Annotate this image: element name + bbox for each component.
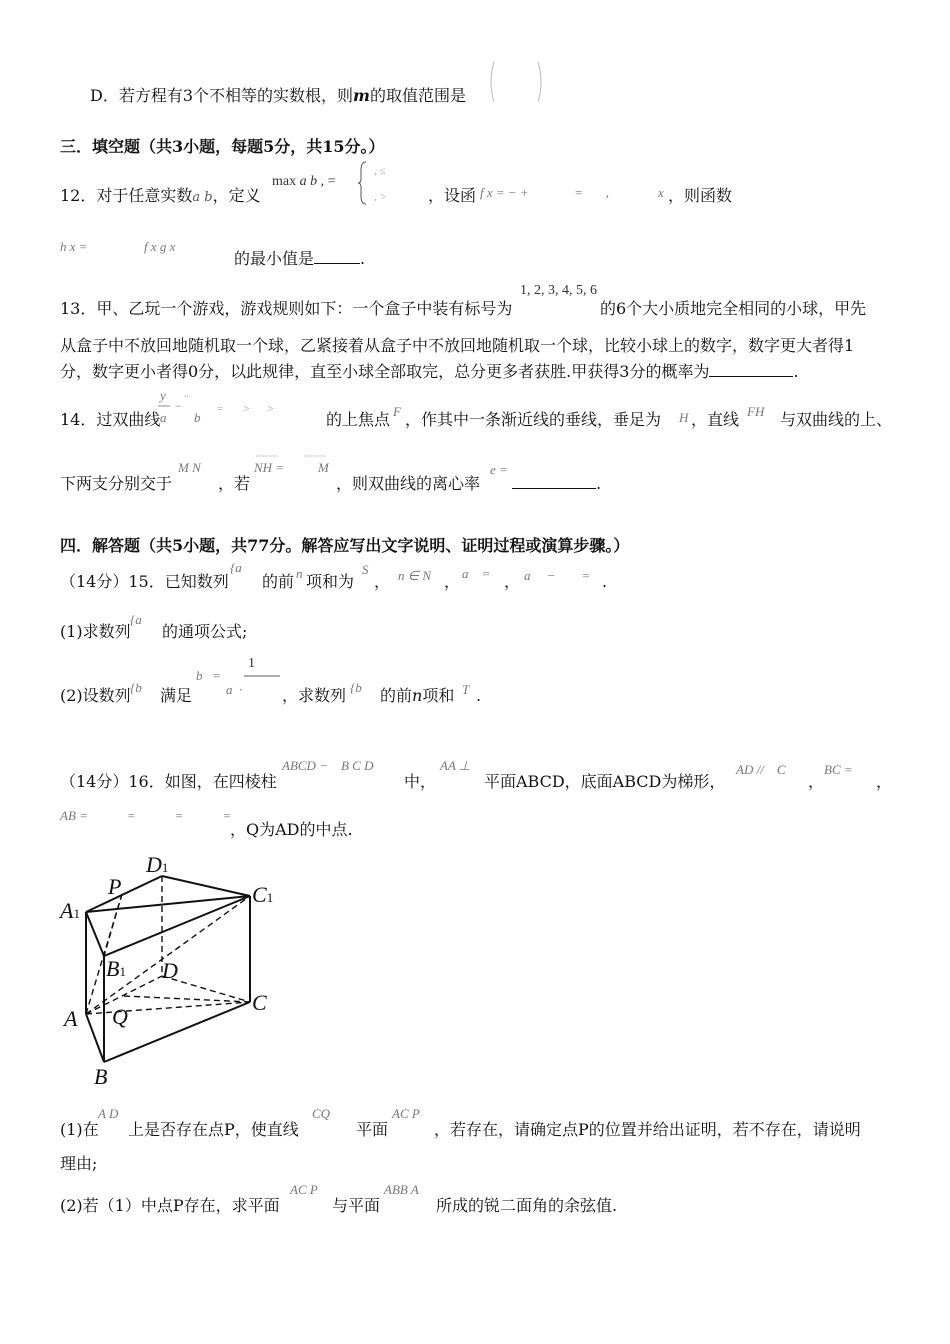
- q16-BC: BC =: [824, 762, 853, 777]
- svg-text:a ·: a ·: [226, 682, 243, 697]
- range-paren-icon: [486, 60, 546, 104]
- q15-comma2: ，: [444, 572, 461, 591]
- q12-fg: f x g x: [144, 239, 176, 254]
- q12-line1: 12．对于任意实数a b，定义: [60, 186, 261, 205]
- q15-a1: a =: [462, 566, 491, 581]
- q15-seq2: {a: [130, 612, 142, 627]
- edge-A-C1: [86, 896, 250, 1014]
- edge-D1-C1: [162, 876, 250, 896]
- q14-perp: ，作其中一条渐近线的垂线，垂足为: [405, 410, 662, 429]
- q12-max: max a b , =: [272, 174, 336, 189]
- option-d: D．若方程有3个不相等的实数根，则m的取值范围是: [90, 86, 466, 105]
- svg-text:y: y: [160, 388, 166, 403]
- svg-text:··: ··: [184, 392, 189, 403]
- label-B1: B1: [106, 956, 126, 981]
- q16-AC1P: AC P: [392, 1106, 420, 1121]
- q14-e: e =: [490, 462, 508, 477]
- q13-line3: 分，数字更小者得0分，以此规律，直至小球全部取完，总分更多者获胜.甲获得3分的概率为 .: [60, 362, 799, 381]
- label-C: C: [252, 990, 267, 1015]
- q14-F: F: [393, 404, 401, 419]
- q16-AC1P-2: AC P: [290, 1182, 318, 1197]
- q14-MN: M N: [178, 460, 201, 475]
- q16-A1D1: A D: [98, 1106, 119, 1121]
- q13-numbers: 1, 2, 3, 4, 5, 6: [520, 283, 597, 298]
- q16-AA: AA ⊥: [440, 758, 471, 773]
- q14-focus: 的上焦点: [326, 410, 391, 429]
- label-Q: Q: [112, 1004, 128, 1029]
- q14-vector-arrows: [254, 452, 334, 460]
- q15-bseq2: {b: [350, 680, 362, 695]
- q14-M: M: [318, 460, 329, 475]
- q12-brace-icon: [358, 160, 418, 206]
- svg-text:, ≤: , ≤: [374, 165, 386, 177]
- q16-CQ: CQ: [312, 1106, 331, 1121]
- q12-then: ，则函数: [668, 186, 733, 205]
- q16-line1a: （14分）16．如图，在四棱柱: [60, 772, 277, 791]
- q15-prefix2: 的前n项和: [380, 686, 455, 705]
- q14-line1a: 14．过双曲线: [60, 410, 161, 429]
- label-B: B: [94, 1064, 108, 1089]
- label-A1: A1: [60, 898, 80, 923]
- q15-n: n: [296, 566, 303, 581]
- label-D: D: [162, 958, 178, 983]
- q15-comma3: ，: [504, 572, 521, 591]
- q16-prism: ABCD − B C D: [282, 758, 374, 773]
- q16-part1d: ，若存在，请确定点P的位置并给出证明，若不存在，请说明: [434, 1120, 861, 1139]
- q16-part2a: (2)若（1）中点P存在，求平面: [60, 1196, 280, 1215]
- svg-text:= > >: = > >: [216, 403, 275, 415]
- q16-zhong: 中，: [404, 772, 437, 791]
- section-4-heading: 四．解答题（共5小题，共77分。解答应写出文字说明、证明过程或演算步骤。）: [60, 536, 630, 555]
- q15-rec: a − =: [524, 568, 591, 583]
- label-C1: C1: [252, 882, 274, 907]
- q14-FH: FH: [747, 404, 765, 419]
- prism-figure: [56, 848, 286, 1098]
- q15-sum: 项和为: [306, 572, 355, 591]
- q13-line2: 从盒子中不放回地随机取一个球，乙紧接着从盒子中不放回地随机取一个球，比较小球上的数字，数字更大者得1: [60, 336, 855, 355]
- q15-frac-num: 1: [248, 656, 255, 671]
- label-P: P: [108, 874, 122, 899]
- q16-part2b: 与平面: [332, 1196, 381, 1215]
- q16-comma2: ，: [876, 772, 893, 791]
- q16-midpoint: ，Q为AD的中点.: [230, 820, 353, 839]
- section-3-heading: 三．填空题（共3小题，每题5分，共15分。）: [60, 137, 385, 156]
- edge-A-B: [86, 1014, 104, 1062]
- q15-part1b: 的通项公式;: [162, 622, 248, 641]
- q14-H: H: [679, 410, 689, 425]
- svg-text:, >: , >: [374, 191, 387, 203]
- q14-if: ，若: [218, 474, 251, 493]
- q15-frac-bar: [226, 672, 282, 698]
- q14-line2a: 下两支分别交于: [60, 474, 173, 493]
- q12-hx: h x =: [60, 239, 88, 254]
- q15-nN: n ∈ N: [398, 568, 431, 583]
- q14-blank: .: [512, 474, 601, 494]
- q15-bseq: {b: [130, 680, 142, 695]
- q12-fx: f x = − + = ,: [480, 185, 609, 200]
- q16-part2c: 所成的锐二面角的余弦值.: [436, 1196, 618, 1215]
- q15-part1: (1)求数列: [60, 622, 131, 641]
- edge-B1-C1: [104, 896, 250, 956]
- q13-line1b: 的6个大小质地完全相同的小球，甲先: [600, 299, 867, 318]
- q15-dot1: .: [602, 572, 608, 591]
- q16-comma1: ，: [808, 772, 825, 791]
- q15-comma1: ，: [374, 572, 391, 591]
- q16-part1b: 上是否存在点P，使直线: [128, 1120, 299, 1139]
- q12-x: x: [658, 185, 664, 200]
- q15-dot2: .: [476, 686, 482, 705]
- q15-S: S: [362, 562, 369, 577]
- q15-find: ，求数列: [282, 686, 347, 705]
- q16-ABB1A1: ABB A: [384, 1182, 419, 1197]
- q16-part1c: 平面: [356, 1120, 389, 1139]
- edge-A1-B1: [86, 912, 104, 956]
- label-D1: D1: [146, 852, 169, 877]
- q16-AB: AB = = = =: [60, 808, 232, 823]
- q12-define-f: ，设函: [428, 186, 477, 205]
- q15-bdef: b =: [196, 668, 222, 683]
- q14-NH: NH =: [254, 460, 285, 475]
- svg-text:−: −: [174, 399, 183, 413]
- q16-part1e: 理由;: [60, 1154, 98, 1173]
- q15-T: T: [462, 682, 470, 697]
- q16-plane: 平面ABCD，底面ABCD为梯形，: [484, 772, 726, 791]
- q15-part2: (2)设数列: [60, 686, 131, 705]
- q13-line1: 13．甲、乙玩一个游戏，游戏规则如下：一个盒子中装有标号为: [60, 299, 513, 318]
- label-A: A: [64, 1006, 78, 1031]
- q16-part1a: (1)在: [60, 1120, 99, 1139]
- q15-prefix: 的前: [262, 572, 295, 591]
- q15-satisfy: 满足: [160, 686, 193, 705]
- q14-upper: 与双曲线的上、: [780, 410, 893, 429]
- q12-min: 的最小值是 .: [234, 249, 366, 268]
- q15-line1a: （14分）15．已知数列: [60, 572, 229, 591]
- q14-ecc: ，则双曲线的离心率: [336, 474, 481, 493]
- svg-text:a: a: [160, 410, 167, 425]
- svg-text:b: b: [194, 410, 201, 425]
- q14-line: ，直线: [691, 410, 740, 429]
- q14-hyperbola-eq: [158, 386, 318, 430]
- q16-AD: AD // C: [736, 762, 786, 777]
- q15-seq: {a: [230, 560, 242, 575]
